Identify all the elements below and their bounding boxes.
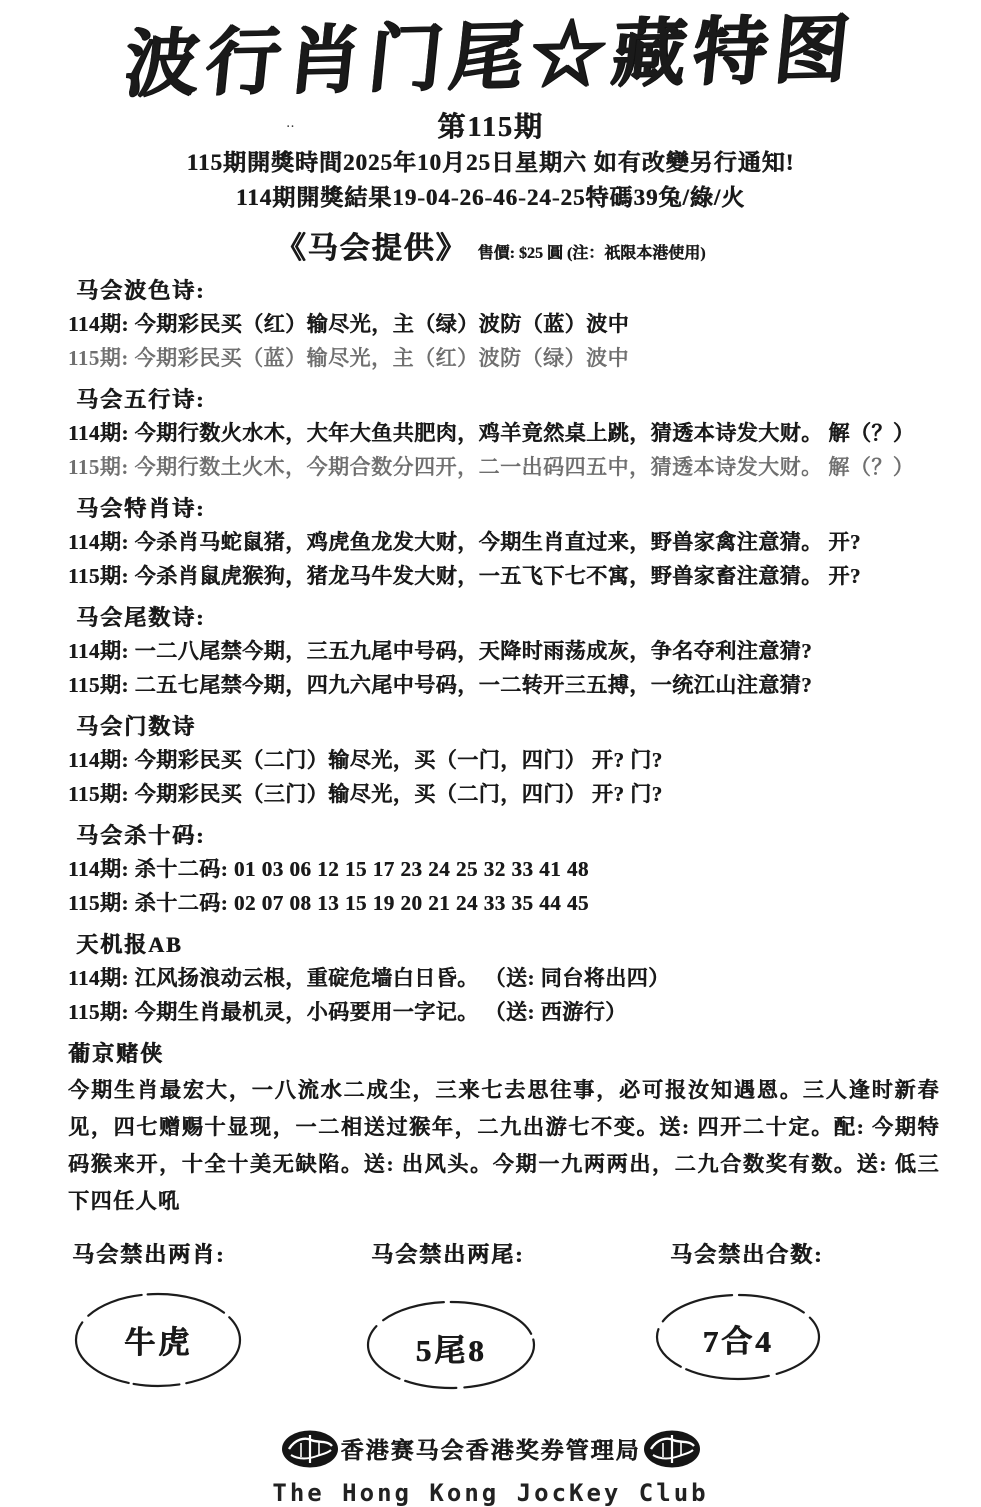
issue-row [0, 105, 981, 145]
forbidden-oval [652, 1291, 824, 1393]
forbidden-row [72, 1238, 981, 1399]
killed-numbers-114: 114期: 杀十二码: 01 03 06 12 15 17 23 24 25 32 33 41 48 [68, 856, 589, 881]
poem-line-115: 115期: 二五七尾禁今期，四九六尾中号码，一二转开三五搏，一统江山注意猜? [68, 672, 813, 697]
poem-line-114: 114期: 江风扬浪动云根，重碇危墙白日昏。 （送: 同台将出四） [68, 965, 670, 990]
forbidden-oval [72, 1289, 244, 1391]
section-heading: 马会门数诗 [76, 713, 197, 739]
hkjc-logo-icon [643, 1429, 701, 1469]
poem-line-115: 115期: 今杀肖鼠虎猴狗，猪龙马牛发大财，一五飞下七不寓，野兽家畜注意猜。 开? [68, 563, 861, 588]
poem-line-114: 114期: 今杀肖马蛇鼠猪，鸡虎鱼龙发大财，今期生肖直过来，野兽家禽注意猜。 开? [68, 529, 861, 554]
poem-line-114: 114期: 今期彩民买（红）输尽光，主（绿）波防（蓝）波中 [68, 311, 630, 336]
section-heading: 马会特肖诗: [76, 495, 206, 521]
poem-line-115: 115期: 今期生肖最机灵，小码要用一字记。 （送: 西游行） [68, 999, 627, 1024]
section-heading: 马会尾数诗: [76, 604, 206, 630]
footer [0, 1429, 981, 1507]
section-tianji-report [0, 931, 981, 1027]
section-five-elements-poem [0, 386, 981, 482]
scan-speck: ‥ [286, 114, 297, 130]
poem-line-115: 115期: 今期彩民买（蓝）输尽光，主（红）波防（绿）波中 [68, 345, 630, 370]
poem-line-114: 114期: 今期行数火水木，大年大鱼共肥肉，鸡羊竟然桌上跳，猜透本诗发大财。 解（？） [68, 420, 915, 445]
poem-sections [0, 277, 981, 1220]
poem-line-114: 114期: 今期彩民买（二门）输尽光，买（一门，四门） 开? 门? [68, 747, 663, 772]
forbidden-label: 马会禁出两肖: [72, 1241, 226, 1267]
forbidden-oval [365, 1297, 537, 1399]
forbidden-two-zodiac [72, 1238, 371, 1399]
section-wave-color-poem [0, 277, 981, 373]
forbidden-label: 马会禁出两尾: [371, 1241, 525, 1267]
gambler-paragraph: 今期生肖最宏大，一八流水二成尘，三来七去思往事，必可报汝知遇恩。三人逢时新春见，四七赠赐十显现，一二相送过猴年，二九出游七不变。送: 四开二十定。配: 今期特码猴来开，十全十美无缺陷。送: 出风头。今期一九两两出，二九合数奖有数。送: 低三下四任人吼 [68, 1077, 940, 1213]
provider-name: 《马会提供》 [275, 231, 468, 265]
org-name-english: The Hong Kong JocKey Club [272, 1478, 709, 1507]
forbidden-value: 5尾8 [415, 1333, 487, 1369]
org-name-chinese: 香港赛马会香港奖券管理局 [340, 1438, 641, 1464]
forbidden-value: 牛虎 [124, 1325, 192, 1361]
section-special-zodiac-poem [0, 495, 981, 591]
previous-result-line: 114期開獎結果19-04-26-46-24-25特碼39兔/綠/火 [235, 184, 746, 210]
section-heading: 马会杀十码: [76, 822, 206, 848]
forbidden-two-tails [371, 1238, 670, 1399]
forbidden-value: 7合4 [702, 1324, 774, 1360]
killed-numbers-115: 115期: 杀十二码: 02 07 08 13 15 19 20 21 24 33 35 44 45 [68, 890, 589, 915]
price-note: 售價: $25 圓 (注：祇限本港使用) [477, 244, 706, 262]
poem-line-114: 114期: 一二八尾禁今期，三五九尾中号码，天降时雨荡成灰，争名夺利注意猜? [68, 638, 813, 663]
section-gate-number-poem [0, 713, 981, 809]
poem-line-115: 115期: 今期彩民买（三门）输尽光，买（二门，四门） 开? 门? [68, 781, 663, 806]
masthead-title: 波行肖门尾☆藏特图 [120, 9, 860, 107]
section-killed-numbers [0, 822, 981, 918]
forbidden-sum [670, 1238, 969, 1399]
section-heading: 马会五行诗: [76, 386, 206, 412]
hkjc-logo-icon [281, 1429, 339, 1469]
section-heading: 马会波色诗: [76, 277, 206, 303]
section-heading: 葡京赌侠 [68, 1040, 165, 1066]
section-heading: 天机报AB [76, 931, 183, 957]
provider-row [0, 223, 981, 267]
draw-time-notice: 115期開獎時間2025年10月25日星期六 如有改變另行通知! [186, 149, 795, 175]
org-row [0, 1429, 981, 1469]
poem-line-115: 115期: 今期行数土火木，今期合数分四开，二一出码四五中，猜透本诗发大财。 解（？） [68, 454, 915, 479]
issue-heading: 第115期 [437, 111, 544, 143]
forbidden-label: 马会禁出合数: [670, 1241, 824, 1267]
section-tail-number-poem [0, 604, 981, 700]
section-pujing-gambler [0, 1040, 981, 1220]
